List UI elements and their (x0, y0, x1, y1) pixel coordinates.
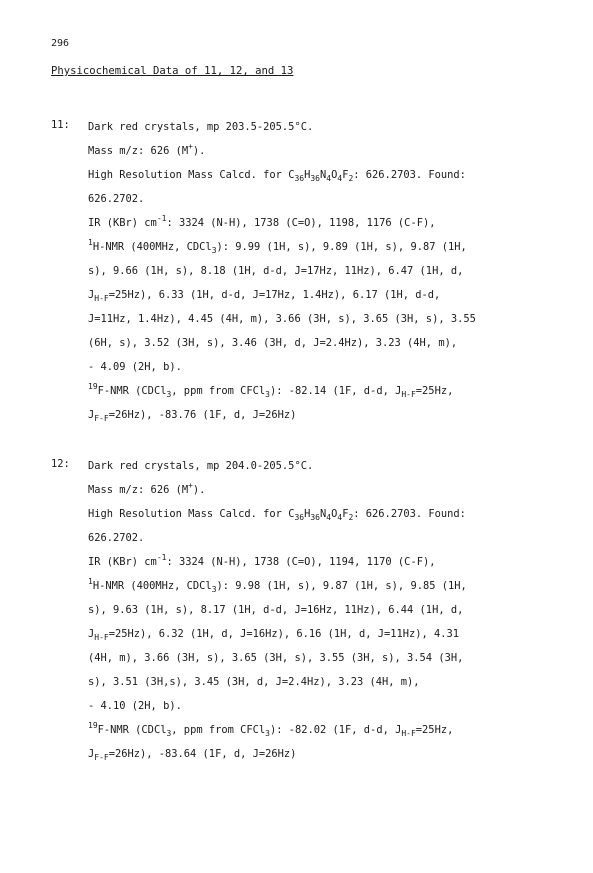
fnmr-line: $^{19}$F-NMR (CDCl$_3$, ppm from CFCl$_3$): -82.14 (1F, d-d, $J_{H-F}=25Hz$, (88, 382, 454, 399)
hnmr-line: s), 9.66 (1H, s), 8.18 (1H, d-d, J=17Hz, 11Hz), 6.47 (1H, d, (88, 265, 464, 277)
compound-label: 11: (51, 119, 70, 131)
page-heading: Physicochemical Data of 11, 12, and 13 (51, 65, 294, 77)
compound-data (88, 119, 558, 431)
hrms-found-line: 626.2702. (88, 532, 145, 544)
hnmr-line: s), 9.63 (1H, s), 8.17 (1H, d-d, J=16Hz, 11Hz), 6.44 (1H, d, (88, 604, 464, 616)
hrms-line: High Resolution Mass Calcd. for $C_{36}H_{36}N_4O_4F_2$: 626.2703. Found: (88, 169, 466, 183)
hnmr-line: (6H, s), 3.52 (3H, s), 3.46 (3H, d, J=2.4Hz), 3.23 (4H, m), (88, 337, 458, 349)
fnmr-line: $J_{F-F}=26Hz$), -83.76 (1F, d, J=26Hz) (88, 409, 297, 423)
mass-line: Mass m/z: 626 (M+). (88, 481, 206, 496)
compound-label: 12: (51, 458, 70, 470)
ir-line: IR (KBr) $cm^{-1}$: 3324 (N-H), 1738 (C=O), 1194, 1170 (C-F), (88, 553, 436, 568)
hnmr-line: $^1$H-NMR (400MHz, CDCl$_3$): 9.98 (1H, s), 9.87 (1H, s), 9.85 (1H, (88, 577, 467, 594)
hnmr-line: $J_{H-F}=25Hz$), 6.32 (1H, d, J=16Hz), 6.16 (1H, d, J=11Hz), 4.31 (88, 628, 460, 642)
appearance-line: Dark red crystals, mp 204.0-205.5°C. (88, 460, 314, 472)
hnmr-line: - 4.09 (2H, b). (88, 361, 182, 373)
hnmr-line: $^1$H-NMR (400MHz, CDCl$_3$): 9.99 (1H, s), 9.89 (1H, s), 9.87 (1H, (88, 238, 467, 255)
hnmr-line: s), 3.51 (3H,s), 3.45 (3H, d, J=2.4Hz), 3.23 (4H, m), (88, 676, 420, 688)
hrms-found-line: 626.2702. (88, 193, 145, 205)
hnmr-line: J=11Hz, 1.4Hz), 4.45 (4H, m), 3.66 (3H, s), 3.65 (3H, s), 3.55 (88, 313, 476, 325)
hnmr-line: (4H, m), 3.66 (3H, s), 3.65 (3H, s), 3.55 (3H, s), 3.54 (3H, (88, 652, 464, 664)
hnmr-line: $J_{H-F}=25Hz$), 6.33 (1H, d-d, J=17Hz, 1.4Hz), 6.17 (1H, d-d, (88, 289, 441, 303)
compound-data (88, 458, 558, 770)
hnmr-line: - 4.10 (2H, b). (88, 700, 182, 712)
fnmr-line: $^{19}$F-NMR (CDCl$_3$, ppm from CFCl$_3$): -82.02 (1F, d-d, $J_{H-F}=25Hz$, (88, 721, 454, 738)
mass-line: Mass m/z: 626 (M+). (88, 142, 206, 157)
appearance-line: Dark red crystals, mp 203.5-205.5°C. (88, 121, 314, 133)
hrms-line: High Resolution Mass Calcd. for $C_{36}H_{36}N_4O_4F_2$: 626.2703. Found: (88, 508, 466, 522)
ir-line: IR (KBr) $cm^{-1}$: 3324 (N-H), 1738 (C=O), 1198, 1176 (C-F), (88, 214, 436, 229)
fnmr-line: $J_{F-F}=26Hz$), -83.64 (1F, d, J=26Hz) (88, 748, 297, 762)
page-number: 296 (51, 38, 70, 49)
